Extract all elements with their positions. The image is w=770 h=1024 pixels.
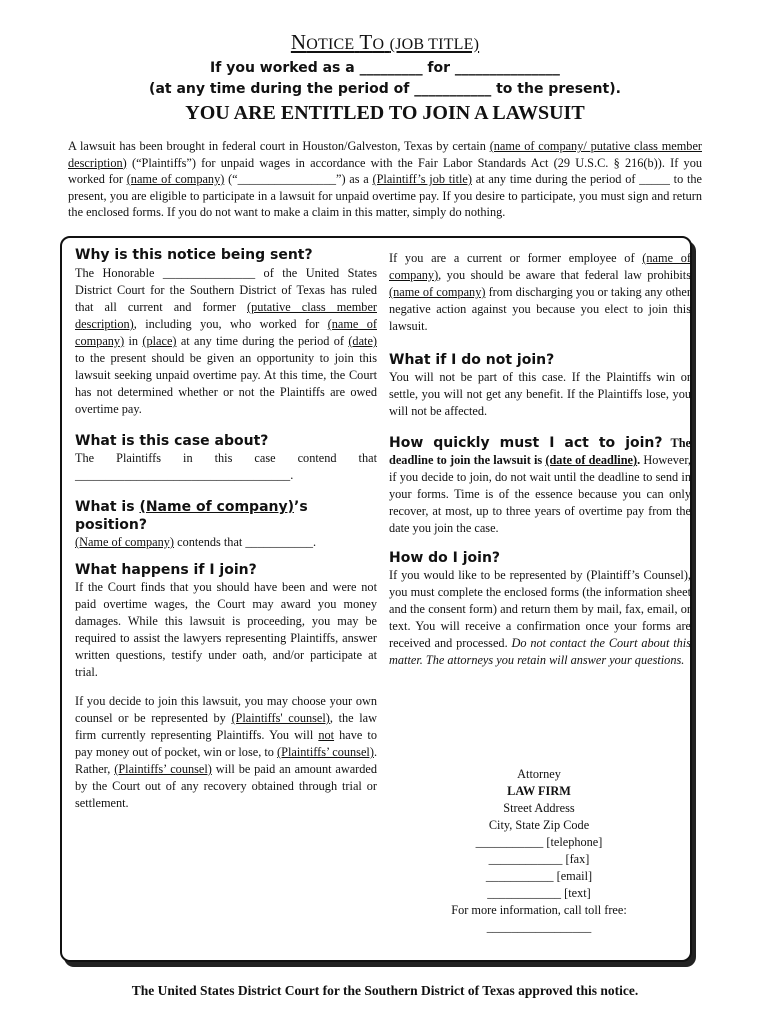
quick-text: How quickly must I act to join? The deadline to join the lawsuit is (date of deadline). However, if you decide to join, do not wait until the deadline to send in your forms. Time is of the essence because you can only recover, at most, up to three years of overtime pay from the date you join the case.: [389, 435, 691, 535]
about-text: The Plaintiffs in this case contend that ___________________________________.: [75, 451, 377, 482]
contact-text: ____________ [text]: [487, 886, 591, 900]
why-heading: Why is this notice being sent?: [75, 247, 313, 263]
left-column: [75, 246, 377, 812]
right-column: [389, 250, 691, 669]
counsel-text: If you decide to join this lawsuit, you may choose your own counsel or be represented by (Plaintiffs' counsel), the law firm currently representing Plaintiffs. You will not have to pay money out of pocket, win or lose, to (Plaintiffs’ counsel). Rather, (Plaintiffs’ counsel) will be paid an amount awarded by the Court out of any recovery obtained through trial or settlement.: [75, 694, 378, 810]
company-heading: What is (Name of company)’s position?: [75, 499, 308, 533]
company-text: (Name of company) contends that ___________.: [75, 535, 317, 549]
happens-text: If the Court finds that you should have been and were not paid overtime wages, the Court may award you money damages. While this lawsuit is proceeding, you may be required to assist the lawyers representing Plaintiffs, answer written questions, testify under oath, and/or participate at trial.: [75, 580, 377, 679]
period-line: (at any time during the period of ___________ to the present).: [149, 81, 621, 97]
footer-approval: The United States District Court for the Southern District of Texas approved this notice.: [131, 983, 639, 998]
contact-firm: LAW FIRM: [507, 784, 571, 798]
contact-more-info: For more information, call toll free:: [451, 903, 627, 917]
happens-heading: What happens if I join?: [75, 562, 257, 578]
contact-tollfree: _________________: [486, 920, 592, 934]
notjoin-text: You will not be part of this case. If the Plaintiffs win or settle, you will not get any benefit. If the Plaintiffs lose, you will not be affected.: [389, 370, 691, 418]
contact-block: [389, 766, 689, 936]
contact-fax: ____________ [fax]: [488, 852, 590, 866]
retaliation-text: If you are a current or former employee of (name of company), you should be aware that federal law prohibits (name of company) from discharging you or taking any other negative action against you because you elect to join this lawsuit.: [389, 251, 691, 333]
notjoin-heading: What if I do not join?: [389, 352, 555, 368]
about-heading: What is this case about?: [75, 433, 269, 449]
intro-paragraph: A lawsuit has been brought in federal court in Houston/Galveston, Texas by certain (name of company/ putative class member description) (“Plaintiffs”) for unpaid wages in accordance with the Fair Labor Standards Act (29 U.S.C. § 216(b)). If you worked for (name of company) (“________________”) as a (Plaintiff’s job title) at any time during the period of _____ to the present, you are eligible to participate in a lawsuit for unpaid overtime pay. If you desire to participate, you must sign and return the enclosed forms. If you do not want to make a claim in this matter, simply do nothing.: [68, 139, 702, 219]
entitled-heading: YOU ARE ENTITLED TO JOIN A LAWSUIT: [185, 102, 585, 124]
why-text: The Honorable _______________ of the United States District Court for the Southern District of Texas has ruled that all current and former (putative class member description), including you, who worked for (name of company) in (place) at any time during the period of (date) to the present should be given an opportunity to join this lawsuit seeking unpaid overtime pay. At this time, the Court has not determined whether or not the Plaintiffs are owed overtime pay.: [75, 266, 377, 416]
contact-email: ___________ [email]: [485, 869, 593, 883]
contact-city: City, State Zip Code: [488, 818, 590, 832]
howjoin-text: If you would like to be represented by (Plaintiff’s Counsel), you must complete the enclosed forms (the information sheet and the consent form) and return them by mail, fax, email, or text. You will receive a confirmation once your forms are received and processed. Do not contact the Court about this matter. The attorneys you retain will answer your questions.: [389, 568, 691, 667]
contact-phone: ___________ [telephone]: [475, 835, 603, 849]
howjoin-heading: How do I join?: [389, 550, 501, 566]
contact-street: Street Address: [503, 801, 575, 815]
worked-as-line: If you worked as a _________ for _______________: [210, 60, 560, 76]
notice-title: NOTICE TO (JOB TITLE): [290, 30, 480, 54]
contact-attorney: Attorney: [517, 767, 561, 781]
